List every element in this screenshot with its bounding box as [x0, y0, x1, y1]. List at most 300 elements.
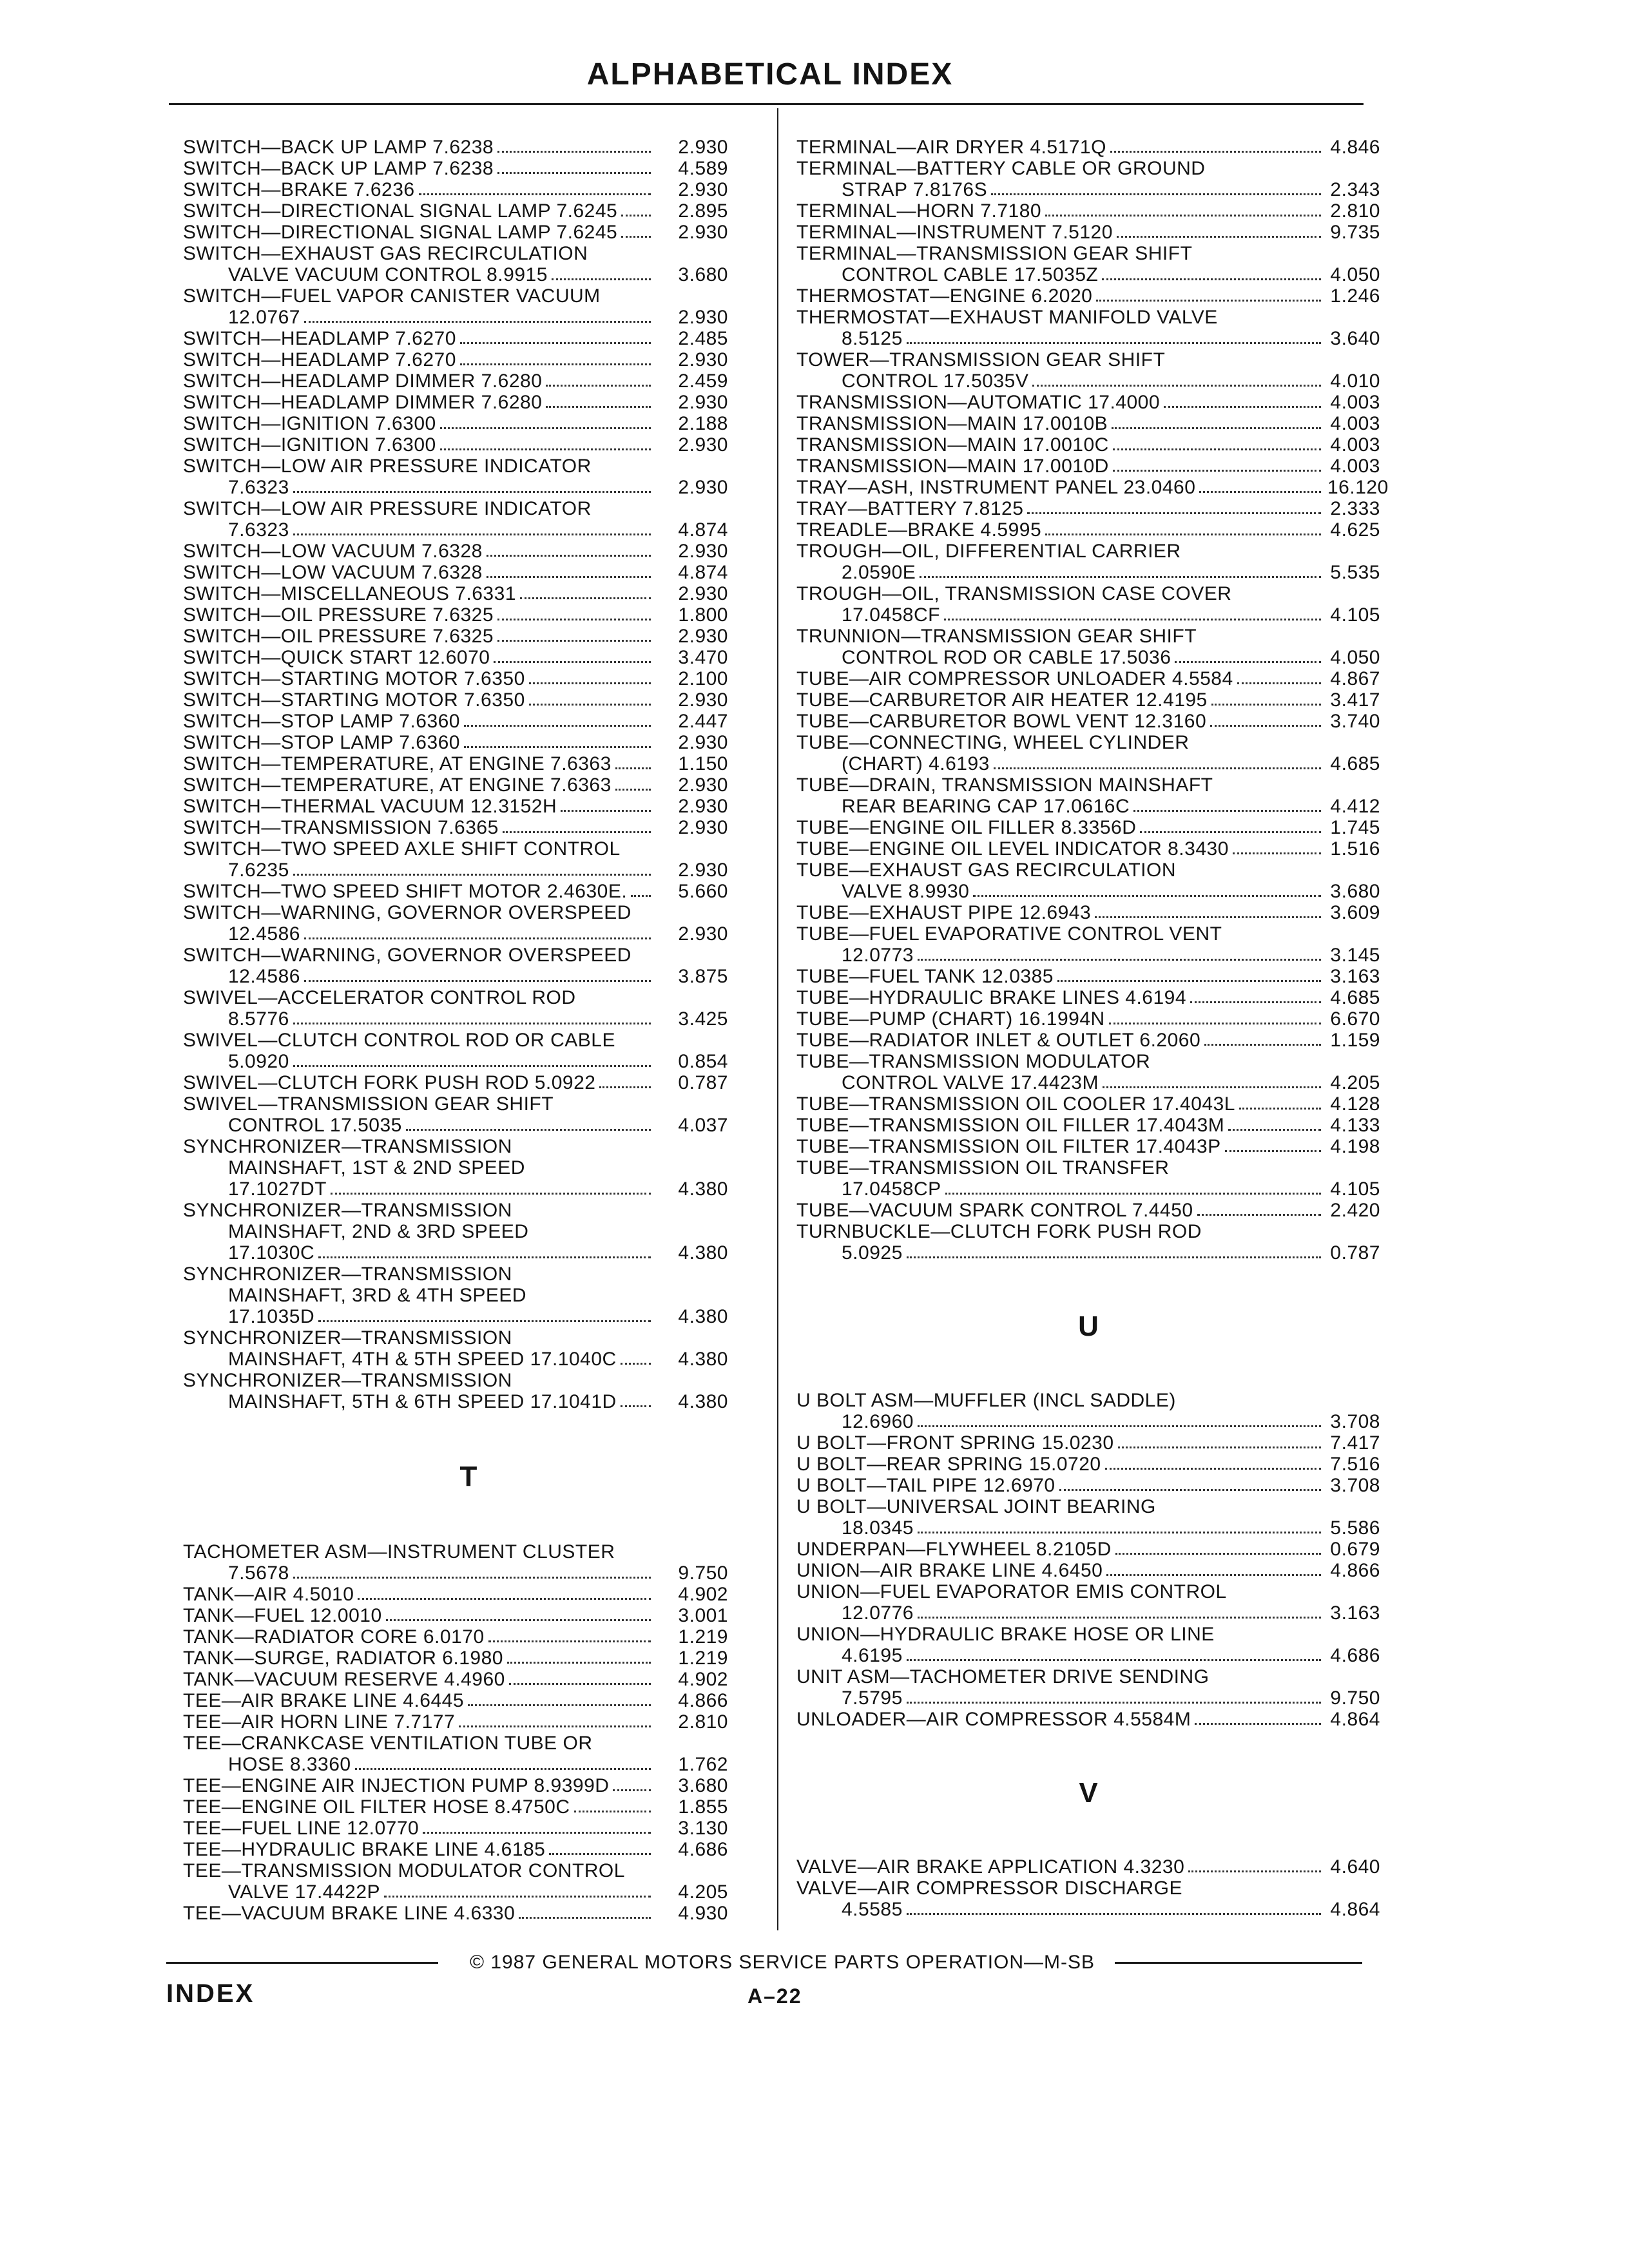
entry-title: TEE—HYDRAULIC BRAKE LINE 4.6185: [183, 1839, 546, 1860]
index-entry: [183, 1093, 728, 1136]
index-entry: [183, 1584, 728, 1605]
index-entry: [183, 137, 728, 158]
dot-leader: [621, 1391, 651, 1412]
index-entry: [796, 541, 1380, 583]
dot-leader: [1233, 838, 1321, 860]
dot-leader: [907, 1899, 1321, 1920]
entry-title: TROUGH—OIL, DIFFERENTIAL CARRIER: [796, 541, 1181, 562]
dot-leader: [1102, 264, 1321, 285]
dot-leader: [419, 179, 651, 200]
page-reference: 4.133: [1330, 1115, 1380, 1136]
entry-title: SWITCH—OIL PRESSURE 7.6325: [183, 626, 494, 647]
entry-title: TUBE—ENGINE OIL FILLER 8.3356D: [796, 817, 1137, 838]
entry-title: U BOLT—UNIVERSAL JOINT BEARING: [796, 1496, 1156, 1517]
page-reference: 2.930: [678, 817, 728, 838]
page-reference: 4.902: [678, 1584, 728, 1605]
dot-leader: [406, 1115, 651, 1136]
entry-title: SWITCH—TWO SPEED SHIFT MOTOR 2.4630E.: [183, 881, 628, 902]
index-entry: [183, 838, 728, 881]
dot-leader: [1027, 498, 1321, 519]
entry-continuation: 12.6960: [842, 1411, 914, 1432]
index-entry: [796, 1200, 1380, 1221]
page-reference: 4.003: [1330, 456, 1380, 477]
page-reference: 1.745: [1330, 817, 1380, 838]
index-entry: [183, 732, 728, 753]
dot-leader: [615, 774, 651, 796]
entry-title: SWIVEL—CLUTCH CONTROL ROD OR CABLE: [183, 1030, 615, 1051]
page-reference: 0.679: [1330, 1539, 1380, 1560]
entry-title: TRANSMISSION—MAIN 17.0010B: [796, 413, 1108, 434]
page-reference: 4.003: [1330, 413, 1380, 434]
entry-title: SWITCH—TWO SPEED AXLE SHIFT CONTROL: [183, 838, 621, 860]
dot-leader: [1096, 285, 1321, 307]
page-reference: 2.930: [678, 689, 728, 711]
index-entry: [796, 1030, 1380, 1051]
dot-leader: [293, 519, 651, 541]
dot-leader: [293, 1008, 651, 1030]
index-entry: [183, 1327, 728, 1370]
entry-continuation: MAINSHAFT, 5TH & 6TH SPEED 17.1041D: [228, 1391, 617, 1412]
dot-leader: [1105, 1454, 1321, 1475]
entry-title: UNION—HYDRAULIC BRAKE HOSE OR LINE: [796, 1624, 1215, 1645]
page-reference: 2.930: [678, 477, 728, 498]
dot-leader: [549, 1839, 651, 1860]
page-reference: 2.930: [678, 923, 728, 945]
index-entry: [796, 349, 1380, 392]
entry-title: SWITCH—BACK UP LAMP 7.6238: [183, 137, 494, 158]
entry-title: SWITCH—HEADLAMP DIMMER 7.6280: [183, 392, 543, 413]
entry-title: SWIVEL—ACCELERATOR CONTROL ROD: [183, 987, 576, 1008]
page-reference: 2.810: [678, 1711, 728, 1733]
page-reference: 3.708: [1330, 1411, 1380, 1432]
right-index-column: [796, 137, 1389, 1920]
page-reference: 2.100: [678, 668, 728, 689]
dot-leader: [497, 137, 651, 158]
entry-continuation: MAINSHAFT, 4TH & 5TH SPEED 17.1040C: [228, 1349, 617, 1370]
entry-title: TRANSMISSION—AUTOMATIC 17.4000: [796, 392, 1161, 413]
page-reference: 4.589: [678, 158, 728, 179]
index-entry: [796, 1560, 1380, 1581]
index-entry: [183, 179, 728, 200]
index-entry: [796, 222, 1380, 243]
page-reference: 2.895: [678, 200, 728, 222]
page-reference: 6.670: [1330, 1008, 1380, 1030]
entry-title: TRAY—BATTERY 7.8125: [796, 498, 1024, 519]
index-entry: [183, 370, 728, 392]
dot-leader: [423, 1818, 651, 1839]
entry-title: SYNCHRONIZER—TRANSMISSION: [183, 1327, 512, 1349]
index-entry: [796, 583, 1380, 626]
index-entry: [796, 413, 1380, 434]
index-entry: [796, 1432, 1380, 1454]
index-entry: [183, 158, 728, 179]
page-reference: 1.159: [1330, 1030, 1380, 1051]
dot-leader: [973, 881, 1321, 902]
dot-leader: [918, 945, 1321, 966]
index-entry: [796, 158, 1380, 200]
entry-continuation: 17.0458CF: [842, 604, 940, 626]
entry-continuation: 17.1035D: [228, 1306, 315, 1327]
entry-title: SWIVEL—TRANSMISSION GEAR SHIFT: [183, 1093, 554, 1115]
index-entry: [183, 1200, 728, 1264]
entry-title: SWITCH—MISCELLANEOUS 7.6331: [183, 583, 516, 604]
index-entry: [183, 626, 728, 647]
dot-leader: [318, 1242, 651, 1264]
entry-title: TRANSMISSION—MAIN 17.0010C: [796, 434, 1109, 456]
dot-leader: [468, 1690, 651, 1711]
entry-title: TUBE—AIR COMPRESSOR UNLOADER 4.5584: [796, 668, 1233, 689]
dot-leader: [944, 604, 1321, 626]
index-entry: [183, 1030, 728, 1072]
page-reference: 4.380: [678, 1391, 728, 1412]
entry-title: SWITCH—BRAKE 7.6236: [183, 179, 415, 200]
page-reference: 3.417: [1330, 689, 1380, 711]
index-entry: [183, 498, 728, 541]
column-divider: [777, 108, 778, 1930]
page-reference: 2.810: [1330, 200, 1380, 222]
page-reference: 2.930: [678, 860, 728, 881]
index-entry: [183, 1903, 728, 1924]
page-reference: 2.485: [678, 328, 728, 349]
dot-leader: [631, 881, 651, 902]
page-reference: 0.787: [1330, 1242, 1380, 1264]
page-reference: 9.735: [1330, 222, 1380, 243]
left-index-column: [183, 137, 728, 1924]
entry-title: SWITCH—WARNING, GOVERNOR OVERSPEED: [183, 945, 631, 966]
entry-title: SWITCH—WARNING, GOVERNOR OVERSPEED: [183, 902, 631, 923]
entry-title: TUBE—TRANSMISSION OIL COOLER 17.4043L: [796, 1093, 1235, 1115]
page-reference: 5.586: [1330, 1517, 1380, 1539]
page-reference: 2.420: [1330, 1200, 1380, 1221]
page-reference: 5.660: [678, 881, 728, 902]
index-entry: [796, 1115, 1380, 1136]
dot-leader: [318, 1306, 651, 1327]
page-reference: 3.740: [1330, 711, 1380, 732]
page-reference: 2.930: [678, 349, 728, 370]
index-entry: [183, 1605, 728, 1626]
entry-continuation: STRAP 7.8176S: [842, 179, 988, 200]
entry-title: TRANSMISSION—MAIN 17.0010D: [796, 456, 1109, 477]
index-entry: [183, 902, 728, 945]
index-entry: [796, 1539, 1380, 1560]
page-reference: 2.930: [678, 179, 728, 200]
footer-section-label: INDEX: [166, 1979, 255, 2008]
index-entry: [796, 774, 1380, 817]
entry-title: TUBE—CARBURETOR AIR HEATER 12.4195: [796, 689, 1208, 711]
dot-leader: [574, 1796, 651, 1818]
entry-title: SWITCH—LOW VACUUM 7.6328: [183, 541, 483, 562]
index-entry: [796, 434, 1380, 456]
index-entry: [183, 945, 728, 987]
entry-continuation: 5.0920: [228, 1051, 289, 1072]
entry-title: SWITCH—HEADLAMP DIMMER 7.6280: [183, 370, 543, 392]
index-entry: [183, 987, 728, 1030]
page-reference: 4.686: [1330, 1645, 1380, 1666]
entry-title: TUBE—DRAIN, TRANSMISSION MAINSHAFT: [796, 774, 1213, 796]
dot-leader: [497, 158, 651, 179]
dot-leader: [304, 923, 651, 945]
page-reference: 3.680: [1330, 881, 1380, 902]
dot-leader: [907, 328, 1321, 349]
entry-continuation: 17.1027DT: [228, 1178, 327, 1200]
index-entry: [183, 392, 728, 413]
dot-leader: [304, 966, 651, 987]
section-letter-t: T: [459, 1461, 477, 1492]
dot-leader: [1032, 370, 1321, 392]
dot-leader: [494, 647, 651, 668]
dot-leader: [546, 392, 651, 413]
header-rule: [169, 103, 1364, 105]
page-reference: 9.750: [1330, 1687, 1380, 1709]
page-reference: 3.708: [1330, 1475, 1380, 1496]
entry-title: UNDERPAN—FLYWHEEL 8.2105D: [796, 1539, 1112, 1560]
page-reference: 4.010: [1330, 370, 1380, 392]
entry-continuation: 8.5776: [228, 1008, 289, 1030]
index-entry: [796, 200, 1380, 222]
entry-continuation: MAINSHAFT, 1ST & 2ND SPEED: [228, 1157, 525, 1178]
index-entry: [796, 817, 1380, 838]
page-reference: 2.447: [678, 711, 728, 732]
index-entry: [796, 1624, 1380, 1666]
entry-title: SWITCH—LOW VACUUM 7.6328: [183, 562, 483, 583]
entry-title: THERMOSTAT—ENGINE 6.2020: [796, 285, 1093, 307]
entry-title: SWITCH—STOP LAMP 7.6360: [183, 732, 460, 753]
page-reference: 2.930: [678, 583, 728, 604]
dot-leader: [1140, 817, 1321, 838]
entry-title: TUBE—TRANSMISSION MODULATOR: [796, 1051, 1151, 1072]
page-reference: 4.198: [1330, 1136, 1380, 1157]
entry-title: TACHOMETER ASM—INSTRUMENT CLUSTER: [183, 1541, 615, 1562]
index-entry: [796, 307, 1380, 349]
entry-title: VALVE—AIR COMPRESSOR DISCHARGE: [796, 1878, 1183, 1899]
index-entry: [796, 860, 1380, 902]
index-entry: [796, 668, 1380, 689]
entry-title: SWITCH—OIL PRESSURE 7.6325: [183, 604, 494, 626]
entry-continuation: CONTROL 17.5035: [228, 1115, 402, 1136]
index-entry: [796, 1709, 1380, 1730]
entry-title: TUBE—PUMP (CHART) 16.1994N: [796, 1008, 1105, 1030]
page-reference: 2.930: [678, 392, 728, 413]
dot-leader: [331, 1178, 651, 1200]
entry-continuation: 5.0925: [842, 1242, 903, 1264]
entry-title: TUBE—TRANSMISSION OIL FILLER 17.4043M: [796, 1115, 1225, 1136]
entry-title: SWITCH—IGNITION 7.6300: [183, 413, 436, 434]
entry-title: SWITCH—THERMAL VACUUM 12.3152H: [183, 796, 557, 817]
entry-title: TUBE—FUEL TANK 12.0385: [796, 966, 1054, 987]
entry-title: SWITCH—STARTING MOTOR 7.6350: [183, 689, 525, 711]
entry-continuation: VALVE 17.4422P: [228, 1881, 381, 1903]
index-entry: [183, 349, 728, 370]
entry-title: TEE—ENGINE AIR INJECTION PUMP 8.9399D: [183, 1775, 610, 1796]
page-reference: 4.625: [1330, 519, 1380, 541]
dot-leader: [1057, 966, 1321, 987]
index-entry: [183, 1818, 728, 1839]
entry-continuation: HOSE 8.3360: [228, 1754, 351, 1775]
page-reference: 0.787: [678, 1072, 728, 1093]
index-entry: [796, 456, 1380, 477]
entry-title: SYNCHRONIZER—TRANSMISSION: [183, 1136, 512, 1157]
page-reference: 4.902: [678, 1669, 728, 1690]
page-reference: 2.930: [678, 732, 728, 753]
dot-leader: [1225, 1136, 1321, 1157]
index-entry: [796, 1496, 1380, 1539]
page-reference: 4.380: [678, 1349, 728, 1370]
index-entry: [183, 1136, 728, 1200]
page-reference: 2.930: [678, 434, 728, 456]
dot-leader: [918, 1517, 1321, 1539]
dot-leader: [552, 264, 651, 285]
page-reference: 4.105: [1330, 1178, 1380, 1200]
entry-title: TANK—VACUUM RESERVE 4.4960: [183, 1669, 505, 1690]
dot-leader: [907, 1687, 1321, 1709]
dot-leader: [497, 626, 651, 647]
page-reference: 4.866: [678, 1690, 728, 1711]
page-reference: 3.163: [1330, 966, 1380, 987]
dot-leader: [509, 1669, 651, 1690]
entry-title: SWITCH—DIRECTIONAL SIGNAL LAMP 7.6245: [183, 200, 618, 222]
dot-leader: [1133, 796, 1321, 817]
index-entry: [796, 1475, 1380, 1496]
index-entry: [796, 1093, 1380, 1115]
index-entry: [796, 498, 1380, 519]
dot-leader: [1117, 222, 1321, 243]
page-reference: 9.750: [678, 1562, 728, 1584]
dot-leader: [384, 1881, 651, 1903]
page-reference: 5.535: [1330, 562, 1380, 583]
entry-title: TURNBUCKLE—CLUTCH FORK PUSH ROD: [796, 1221, 1202, 1242]
index-entry: [796, 1221, 1380, 1264]
entry-title: UNION—FUEL EVAPORATOR EMIS CONTROL: [796, 1581, 1227, 1602]
page-reference: 4.050: [1330, 264, 1380, 285]
dot-leader: [1175, 647, 1321, 668]
dot-leader: [355, 1754, 651, 1775]
page-reference: 4.003: [1330, 434, 1380, 456]
entry-title: TROUGH—OIL, TRANSMISSION CASE COVER: [796, 583, 1232, 604]
page-reference: 4.205: [678, 1881, 728, 1903]
entry-title: SWITCH—TEMPERATURE, AT ENGINE 7.6363: [183, 753, 612, 774]
dot-leader: [460, 328, 651, 349]
page-reference: 4.380: [678, 1242, 728, 1264]
entry-title: TEE—CRANKCASE VENTILATION TUBE OR: [183, 1733, 593, 1754]
entry-title: U BOLT—REAR SPRING 15.0720: [796, 1454, 1101, 1475]
entry-continuation: CONTROL ROD OR CABLE 17.5036: [842, 647, 1171, 668]
page-reference: 1.219: [678, 1648, 728, 1669]
page-reference: 2.930: [678, 774, 728, 796]
index-entry: [796, 689, 1380, 711]
dot-leader: [464, 732, 651, 753]
index-entry: [796, 519, 1380, 541]
index-entry: [796, 838, 1380, 860]
entry-title: TANK—AIR 4.5010: [183, 1584, 354, 1605]
page-reference: 4.380: [678, 1178, 728, 1200]
dot-leader: [1103, 1072, 1321, 1093]
entry-title: TUBE—EXHAUST PIPE 12.6943: [796, 902, 1092, 923]
page-reference: 2.343: [1330, 179, 1380, 200]
page-reference: 2.188: [678, 413, 728, 434]
dot-leader: [304, 307, 651, 328]
entry-title: U BOLT—TAIL PIPE 12.6970: [796, 1475, 1055, 1496]
entry-continuation: 7.6323: [228, 519, 289, 541]
index-entry: [796, 1878, 1380, 1920]
copyright-notice: © 1987 GENERAL MOTORS SERVICE PARTS OPERATION—M-SB: [469, 1952, 1095, 1973]
entry-title: SWITCH—TRANSMISSION 7.6365: [183, 817, 499, 838]
entry-title: UNION—AIR BRAKE LINE 4.6450: [796, 1560, 1103, 1581]
page-reference: 3.130: [678, 1818, 728, 1839]
index-entry: [796, 1856, 1380, 1878]
index-entry: [183, 1072, 728, 1093]
dot-leader: [488, 1626, 651, 1648]
entry-title: SWITCH—TEMPERATURE, AT ENGINE 7.6363: [183, 774, 612, 796]
index-entry: [183, 711, 728, 732]
index-entry: [183, 434, 728, 456]
page-reference: 2.930: [678, 796, 728, 817]
entry-title: SWITCH—DIRECTIONAL SIGNAL LAMP 7.6245: [183, 222, 618, 243]
dot-leader: [1204, 1030, 1321, 1051]
index-entry: [796, 285, 1380, 307]
index-entry: [796, 902, 1380, 923]
entry-continuation: 7.5795: [842, 1687, 903, 1709]
dot-leader: [991, 179, 1321, 200]
dot-leader: [599, 1072, 651, 1093]
dot-leader: [1095, 902, 1321, 923]
entry-continuation: MAINSHAFT, 3RD & 4TH SPEED: [228, 1285, 527, 1306]
entry-title: TEE—FUEL LINE 12.0770: [183, 1818, 419, 1839]
entry-continuation: 17.0458CP: [842, 1178, 941, 1200]
entry-title: UNLOADER—AIR COMPRESSOR 4.5584M: [796, 1709, 1191, 1730]
entry-title: TUBE—TRANSMISSION OIL FILTER 17.4043P: [796, 1136, 1221, 1157]
dot-leader: [497, 604, 651, 626]
page-reference: 1.762: [678, 1754, 728, 1775]
page-reference: 4.930: [678, 1903, 728, 1924]
entry-continuation: CONTROL 17.5035V: [842, 370, 1029, 392]
page-reference: 4.128: [1330, 1093, 1380, 1115]
entry-title: TUBE—TRANSMISSION OIL TRANSFER: [796, 1157, 1170, 1178]
page-reference: 2.930: [678, 541, 728, 562]
entry-title: TUBE—VACUUM SPARK CONTROL 7.4450: [796, 1200, 1193, 1221]
dot-leader: [487, 562, 651, 583]
index-entry: [183, 541, 728, 562]
dot-leader: [1106, 1560, 1321, 1581]
page-reference: 4.874: [678, 519, 728, 541]
entry-title: SWIVEL—CLUTCH FORK PUSH ROD 5.0922: [183, 1072, 596, 1093]
entry-title: TUBE—CONNECTING, WHEEL CYLINDER: [796, 732, 1190, 753]
page-reference: 3.609: [1330, 902, 1380, 923]
dot-leader: [1237, 668, 1321, 689]
entry-title: SWITCH—LOW AIR PRESSURE INDICATOR: [183, 456, 592, 477]
entry-title: SYNCHRONIZER—TRANSMISSION: [183, 1264, 512, 1285]
dot-leader: [1059, 1475, 1321, 1496]
index-entry: [796, 1581, 1380, 1624]
dot-leader: [1045, 519, 1321, 541]
index-entry: [183, 328, 728, 349]
entry-title: SWITCH—FUEL VAPOR CANISTER VACUUM: [183, 285, 601, 307]
dot-leader: [621, 222, 651, 243]
dot-leader: [994, 753, 1321, 774]
dot-leader: [1113, 456, 1321, 477]
index-entry: [183, 1775, 728, 1796]
dot-leader: [1110, 137, 1321, 158]
page-reference: 4.037: [678, 1115, 728, 1136]
entry-title: SWITCH—LOW AIR PRESSURE INDICATOR: [183, 498, 592, 519]
dot-leader: [918, 1411, 1321, 1432]
page-reference: 1.219: [678, 1626, 728, 1648]
dot-leader: [1228, 1115, 1321, 1136]
index-entry: [796, 1390, 1380, 1432]
page-reference: 4.846: [1330, 137, 1380, 158]
dot-leader: [520, 583, 651, 604]
index-entry: [183, 1690, 728, 1711]
entry-title: TERMINAL—INSTRUMENT 7.5120: [796, 222, 1113, 243]
